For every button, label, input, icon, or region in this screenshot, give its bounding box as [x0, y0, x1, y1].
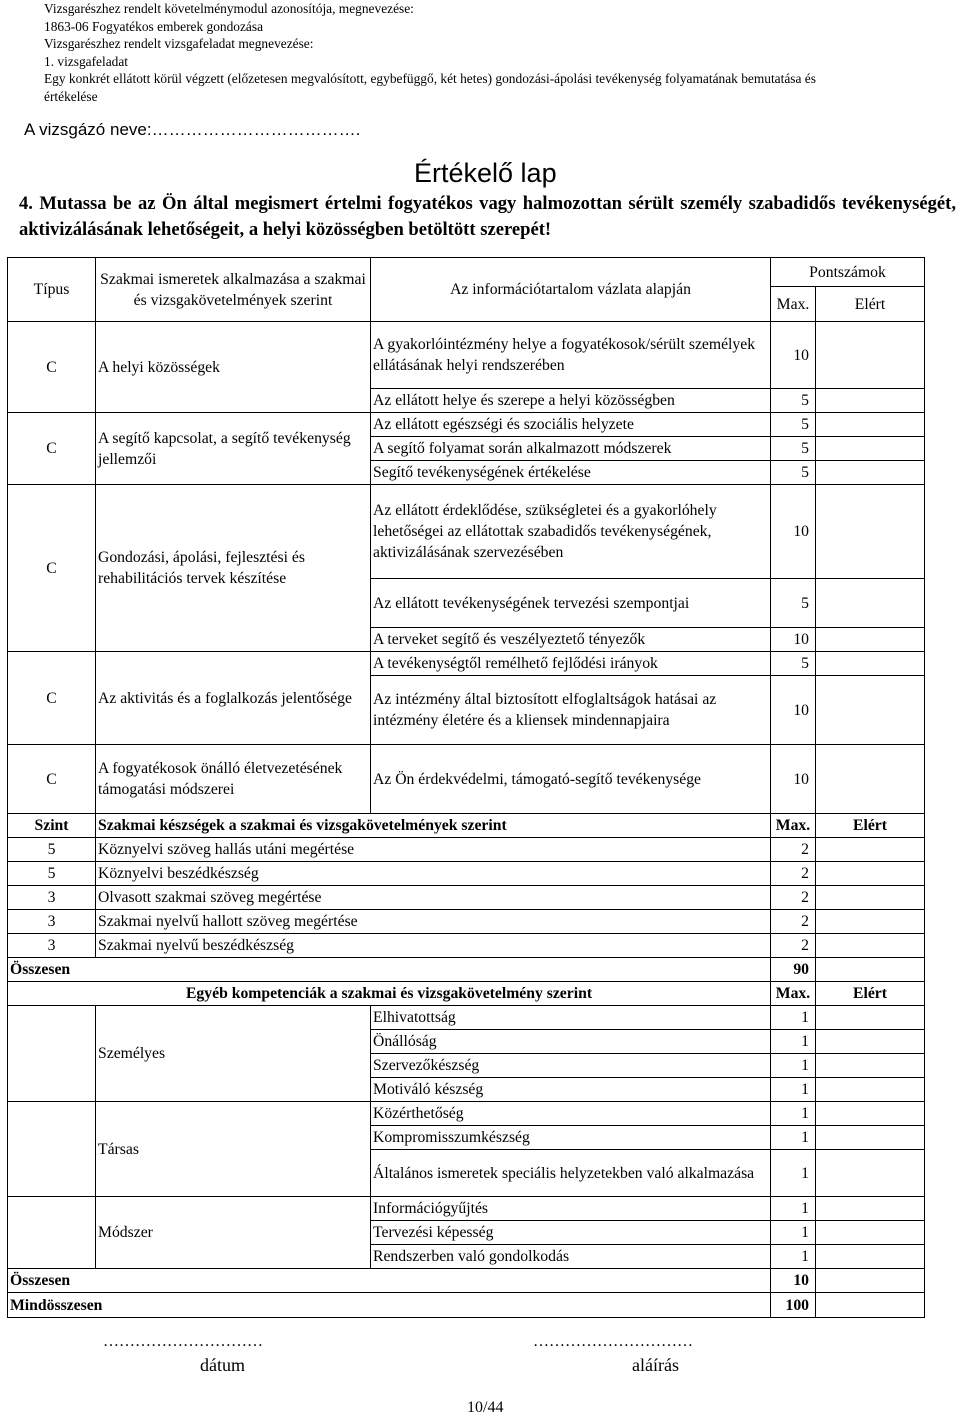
- skill-row: [8, 862, 925, 886]
- skill-text: Szakmai nyelvű beszédkészség: [96, 934, 771, 958]
- achieved-points-cell[interactable]: [816, 1030, 925, 1054]
- type-cell: C: [8, 413, 96, 485]
- type-header: Típus: [8, 258, 96, 322]
- level-cell: 3: [8, 934, 96, 958]
- skill-text: Köznyelvi beszédkészség: [96, 862, 771, 886]
- achieved-points-cell[interactable]: [816, 461, 925, 485]
- date-label: dátum: [200, 1355, 245, 1375]
- competency-text: Önállóság: [371, 1030, 771, 1054]
- criterion-text: Az ellátott egészségi és szociális helyzete: [371, 413, 771, 437]
- topic-cell: A segítő kapcsolat, a segítő tevékenység jellemzői: [96, 413, 371, 485]
- header-line: 1863-06 Fogyatékos emberek gondozása: [44, 18, 264, 34]
- skills-header-row: [8, 814, 925, 838]
- criterion-text: A segítő folyamat során alkalmazott módszerek: [371, 437, 771, 461]
- header-line: értékelése: [44, 88, 98, 104]
- max-points: 10: [771, 322, 816, 389]
- topic-cell: A fogyatékosok önálló életvezetésének támogatási módszerei: [96, 745, 371, 814]
- criterion-text: Az Ön érdekvédelmi, támogató-segítő tevékenysége: [371, 745, 771, 814]
- signature-line[interactable]: …………………………: [533, 1333, 693, 1350]
- achieved-points-cell[interactable]: [816, 413, 925, 437]
- criterion-row: [8, 745, 925, 814]
- achieved-points-cell[interactable]: [816, 1221, 925, 1245]
- achieved-points-cell[interactable]: [816, 322, 925, 389]
- achieved-points-cell[interactable]: [816, 1078, 925, 1102]
- max-points: 2: [771, 862, 816, 886]
- max-points: 5: [771, 579, 816, 628]
- evaluation-table: [7, 257, 925, 1318]
- candidate-name-field[interactable]: A vizsgázó neve:……………………………….: [24, 120, 361, 139]
- criterion-text: Segítő tevékenységének értékelése: [371, 461, 771, 485]
- level-cell: 5: [8, 838, 96, 862]
- info-header: Az információtartalom vázlata alapján: [371, 258, 771, 322]
- achieved-points-cell[interactable]: [816, 862, 925, 886]
- total-label: Összesen: [8, 958, 771, 982]
- competency-group: Személyes: [96, 1006, 371, 1102]
- topic-cell: A helyi közösségek: [96, 322, 371, 413]
- criterion-text: Az ellátott érdeklődése, szükségletei és a gyakorlóhely lehetőségei az ellátottak szabadidős tevékenységének, aktivizálásának szervezésében: [371, 485, 771, 579]
- max-header: Max.: [771, 814, 816, 838]
- page-title: Értékelő lap: [414, 158, 557, 188]
- knowledge-header: Szakmai ismeretek alkalmazása a szakmai és vizsgakövetelmények szerint: [96, 258, 371, 322]
- max-points: 10: [771, 676, 816, 745]
- achieved-points-cell[interactable]: [816, 1006, 925, 1030]
- level-header: Szint: [8, 814, 96, 838]
- competency-text: Általános ismeretek speciális helyzetekben való alkalmazása: [371, 1150, 771, 1197]
- task-description: 4. Mutassa be az Ön által megismert értelmi fogyatékos vagy halmozottan sérült személy szabadidős tevékenységét, aktivizálásának lehetőségeit, a helyi közösségben betöltött szerepét!: [19, 193, 956, 240]
- table-header-row: [8, 258, 925, 287]
- criterion-text: Az ellátott helye és szerepe a helyi közösségben: [371, 389, 771, 413]
- achieved-points-cell[interactable]: [816, 389, 925, 413]
- grand-total-label: Mindösszesen: [8, 1293, 771, 1318]
- max-points: 5: [771, 389, 816, 413]
- achieved-points-cell[interactable]: [816, 579, 925, 628]
- blank-cell: [8, 1006, 96, 1102]
- competency-text: Közérthetőség: [371, 1102, 771, 1126]
- level-cell: 3: [8, 910, 96, 934]
- skill-row: [8, 838, 925, 862]
- achieved-points-cell[interactable]: [816, 910, 925, 934]
- competency-row: [8, 1197, 925, 1221]
- competency-row: [8, 1102, 925, 1126]
- max-points: 1: [771, 1245, 816, 1269]
- criterion-text: Az intézmény által biztosított elfoglaltságok hatásai az intézmény életére és a kliensek mindennapjaira: [371, 676, 771, 745]
- total-row: [8, 958, 925, 982]
- achieved-points-cell[interactable]: [816, 1197, 925, 1221]
- competency-header: Egyéb kompetenciák a szakmai és vizsgakövetelmény szerint: [8, 982, 771, 1006]
- skill-row: [8, 934, 925, 958]
- max-points: 2: [771, 886, 816, 910]
- criterion-text: Az ellátott tevékenységének tervezési szempontjai: [371, 579, 771, 628]
- blank-cell: [8, 1197, 96, 1269]
- max-points: 10: [771, 628, 816, 652]
- criterion-text: A terveket segítő és veszélyeztető tényezők: [371, 628, 771, 652]
- level-cell: 5: [8, 862, 96, 886]
- total-row: [8, 1269, 925, 1293]
- total-value: 90: [771, 958, 816, 982]
- achieved-points-cell[interactable]: [816, 1054, 925, 1078]
- page-number: 10/44: [467, 1399, 504, 1416]
- achieved-points-cell[interactable]: [816, 838, 925, 862]
- competency-text: Rendszerben való gondolkodás: [371, 1245, 771, 1269]
- topic-cell: Gondozási, ápolási, fejlesztési és rehabilitációs tervek készítése: [96, 485, 371, 652]
- header-line: 1. vizsgafeladat: [44, 53, 129, 69]
- max-points: 1: [771, 1054, 816, 1078]
- criterion-row: [8, 413, 925, 437]
- max-points: 10: [771, 745, 816, 814]
- signature-label: aláírás: [632, 1355, 679, 1375]
- max-points: 5: [771, 437, 816, 461]
- competency-text: Tervezési képesség: [371, 1221, 771, 1245]
- max-points: 2: [771, 838, 816, 862]
- competency-row: [8, 1006, 925, 1030]
- max-points: 1: [771, 1078, 816, 1102]
- achieved-points-cell[interactable]: [816, 934, 925, 958]
- achieved-points-cell[interactable]: [816, 1126, 925, 1150]
- type-cell: C: [8, 485, 96, 652]
- competency-text: Információgyűjtés: [371, 1197, 771, 1221]
- competency-text: Elhivatottság: [371, 1006, 771, 1030]
- max-points: 1: [771, 1197, 816, 1221]
- max-points: 2: [771, 934, 816, 958]
- achieved-total-cell[interactable]: [816, 1269, 925, 1293]
- criterion-row: [8, 485, 925, 579]
- max-points: 10: [771, 485, 816, 579]
- max-points: 1: [771, 1126, 816, 1150]
- achieved-total-cell[interactable]: [816, 958, 925, 982]
- type-cell: C: [8, 322, 96, 413]
- max-points: 1: [771, 1006, 816, 1030]
- total-value: 10: [771, 1269, 816, 1293]
- achieved-grand-total-cell[interactable]: [816, 1293, 925, 1318]
- type-cell: C: [8, 745, 96, 814]
- max-points: 1: [771, 1102, 816, 1126]
- skill-text: Olvasott szakmai szöveg megértése: [96, 886, 771, 910]
- competency-header-row: [8, 982, 925, 1006]
- skills-header: Szakmai készségek a szakmai és vizsgakövetelmények szerint: [96, 814, 771, 838]
- max-points: 2: [771, 910, 816, 934]
- achieved-header: Elért: [816, 287, 925, 322]
- achieved-header: Elért: [816, 814, 925, 838]
- header-line: Vizsgarészhez rendelt követelménymodul azonosítója, megnevezése:: [44, 1, 414, 16]
- achieved-points-cell[interactable]: [816, 1245, 925, 1269]
- header-line: Egy konkrét ellátott körül végzett (előzetesen megvalósított, egybefüggő, két hetes) gondozási-ápolási tevékenység folyamatának bemutatása és: [44, 71, 816, 86]
- type-cell: C: [8, 652, 96, 745]
- achieved-points-cell[interactable]: [816, 745, 925, 814]
- achieved-points-cell[interactable]: [816, 886, 925, 910]
- max-points: 1: [771, 1221, 816, 1245]
- skill-text: Szakmai nyelvű hallott szöveg megértése: [96, 910, 771, 934]
- grand-total-row: [8, 1293, 925, 1318]
- topic-cell: Az aktivitás és a foglalkozás jelentősége: [96, 652, 371, 745]
- grand-total-value: 100: [771, 1293, 816, 1318]
- criterion-row: [8, 652, 925, 676]
- achieved-points-cell[interactable]: [816, 628, 925, 652]
- criterion-text: A tevékenységtől remélhető fejlődési irányok: [371, 652, 771, 676]
- competency-group: Társas: [96, 1102, 371, 1197]
- max-points: 5: [771, 461, 816, 485]
- criterion-text: A gyakorlóintézmény helye a fogyatékosok/sérült személyek ellátásának helyi rendszerében: [371, 322, 771, 389]
- max-points: 1: [771, 1150, 816, 1197]
- criterion-row: [8, 322, 925, 389]
- header-line: Vizsgarészhez rendelt vizsgafeladat megnevezése:: [44, 36, 314, 51]
- achieved-points-cell[interactable]: [816, 652, 925, 676]
- points-header: Pontszámok: [771, 258, 925, 287]
- competency-text: Kompromisszumkészség: [371, 1126, 771, 1150]
- competency-text: Motiváló készség: [371, 1078, 771, 1102]
- max-points: 1: [771, 1030, 816, 1054]
- max-header: Max.: [771, 982, 816, 1006]
- skill-row: [8, 910, 925, 934]
- module-header: [44, 0, 949, 105]
- total-label: Összesen: [8, 1269, 771, 1293]
- achieved-header: Elért: [816, 982, 925, 1006]
- achieved-points-cell[interactable]: [816, 437, 925, 461]
- max-points: 5: [771, 652, 816, 676]
- achieved-points-cell[interactable]: [816, 1102, 925, 1126]
- max-points: 5: [771, 413, 816, 437]
- skill-text: Köznyelvi szöveg hallás utáni megértése: [96, 838, 771, 862]
- achieved-points-cell[interactable]: [816, 485, 925, 579]
- max-header: Max.: [771, 287, 816, 322]
- blank-cell: [8, 1102, 96, 1197]
- level-cell: 3: [8, 886, 96, 910]
- competency-group: Módszer: [96, 1197, 371, 1269]
- skill-row: [8, 886, 925, 910]
- achieved-points-cell[interactable]: [816, 1150, 925, 1197]
- competency-text: Szervezőkészség: [371, 1054, 771, 1078]
- date-signature-line[interactable]: …………………………: [103, 1333, 263, 1350]
- achieved-points-cell[interactable]: [816, 676, 925, 745]
